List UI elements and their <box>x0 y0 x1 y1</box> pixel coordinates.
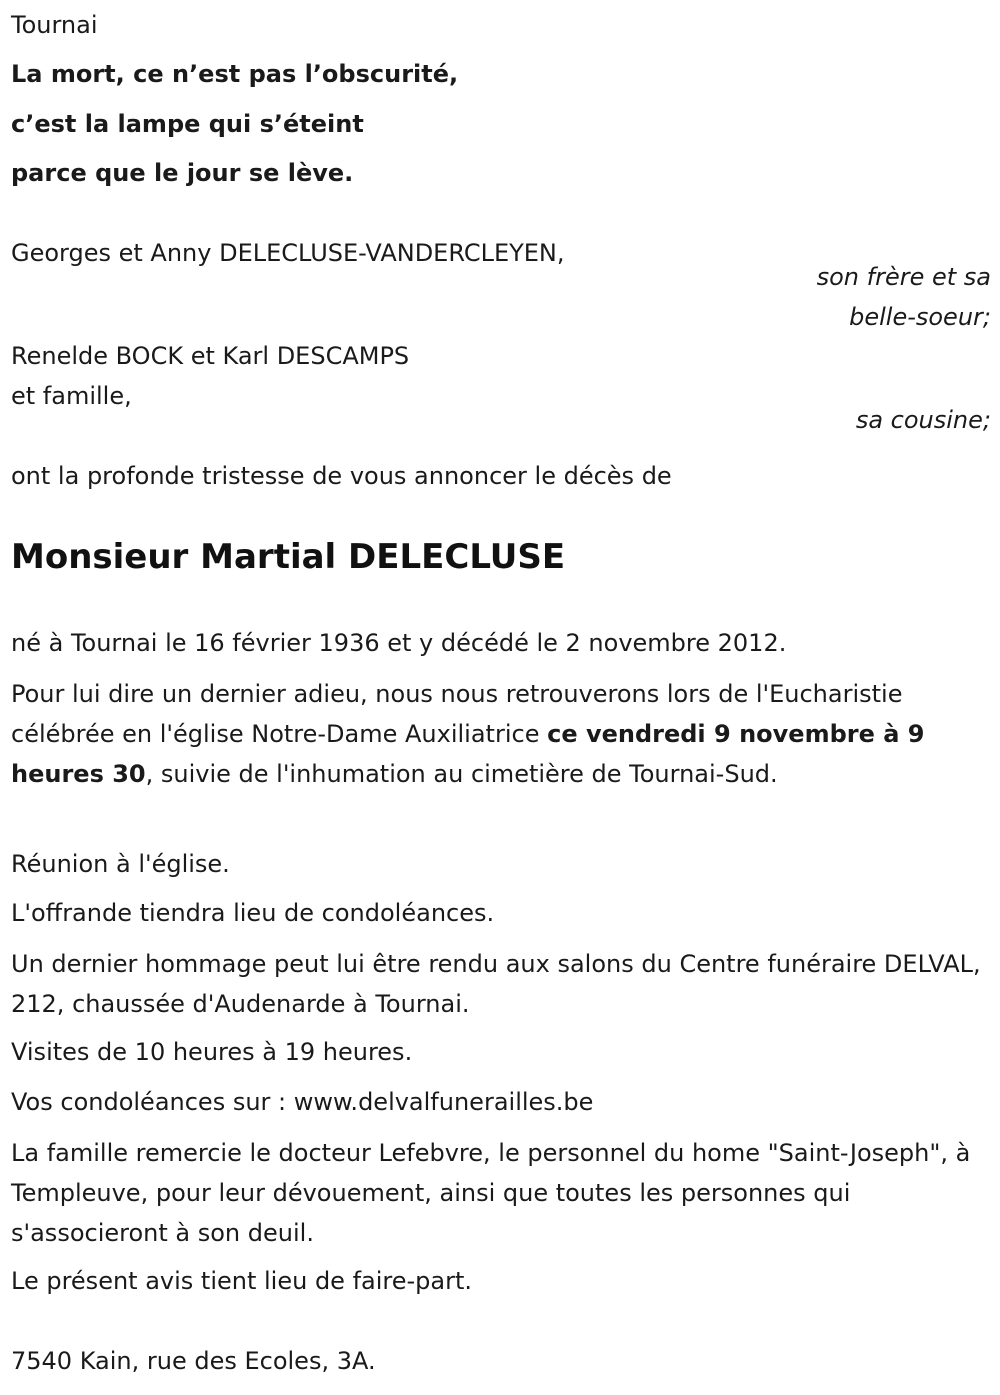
quote-line-2: c’est la lampe qui s’éteint <box>11 110 364 138</box>
family-entry-2-name-line-1: Renelde BOCK et Karl DESCAMPS <box>11 342 410 370</box>
condolences-website: Vos condoléances sur : www.delvalfunerailles.be <box>11 1088 594 1116</box>
family-entry-1-relation-line-1: son frère et sa <box>816 263 991 291</box>
quote-line-3: parce que le jour se lève. <box>11 159 354 187</box>
family-entry-1-name: Georges et Anny DELECLUSE-VANDERCLEYEN, <box>11 239 565 267</box>
family-address: 7540 Kain, rue des Ecoles, 3A. <box>11 1347 376 1375</box>
announcement-intro: ont la profonde tristesse de vous annoncer le décès de <box>11 462 672 490</box>
family-entry-1-relation-line-2: belle-soeur; <box>849 303 991 331</box>
ceremony-date-time: ce vendredi 9 novembre à 9 heures 30 <box>11 720 925 788</box>
meeting-note: Réunion à l'église. <box>11 850 230 878</box>
visiting-hours: Visites de 10 heures à 19 heures. <box>11 1038 413 1066</box>
birth-death-dates: né à Tournai le 16 février 1936 et y décédé le 2 novembre 2012. <box>11 629 787 657</box>
notice-statement: Le présent avis tient lieu de faire-part. <box>11 1267 473 1295</box>
ceremony-paragraph <box>11 674 996 794</box>
city-heading: Tournai <box>11 11 98 39</box>
deceased-name: Monsieur Martial DELECLUSE <box>11 537 566 577</box>
ceremony-text-2: , suivie de l'inhumation au cimetière de Tournai-Sud. <box>145 760 778 788</box>
thanks-paragraph: La famille remercie le docteur Lefebvre, le personnel du home "Saint-Joseph", à Templeuve, pour leur dévouement, ainsi que toutes les personnes qui s'associeront à son deuil. <box>11 1139 971 1247</box>
offering-note: L'offrande tiendra lieu de condoléances. <box>11 899 495 927</box>
family-entry-2-relation: sa cousine; <box>855 406 991 434</box>
ceremony-text-1: Pour lui dire un dernier adieu, nous nous retrouverons lors de l'Eucharistie célébrée en l'église Notre-Dame Auxiliatrice <box>11 680 903 748</box>
quote-line-1: La mort, ce n’est pas l’obscurité, <box>11 60 459 88</box>
tribute-paragraph: Un dernier hommage peut lui être rendu aux salons du Centre funéraire DELVAL, 212, chaussée d'Audenarde à Tournai. <box>11 950 981 1018</box>
family-entry-2-name-line-2: et famille, <box>11 382 132 410</box>
